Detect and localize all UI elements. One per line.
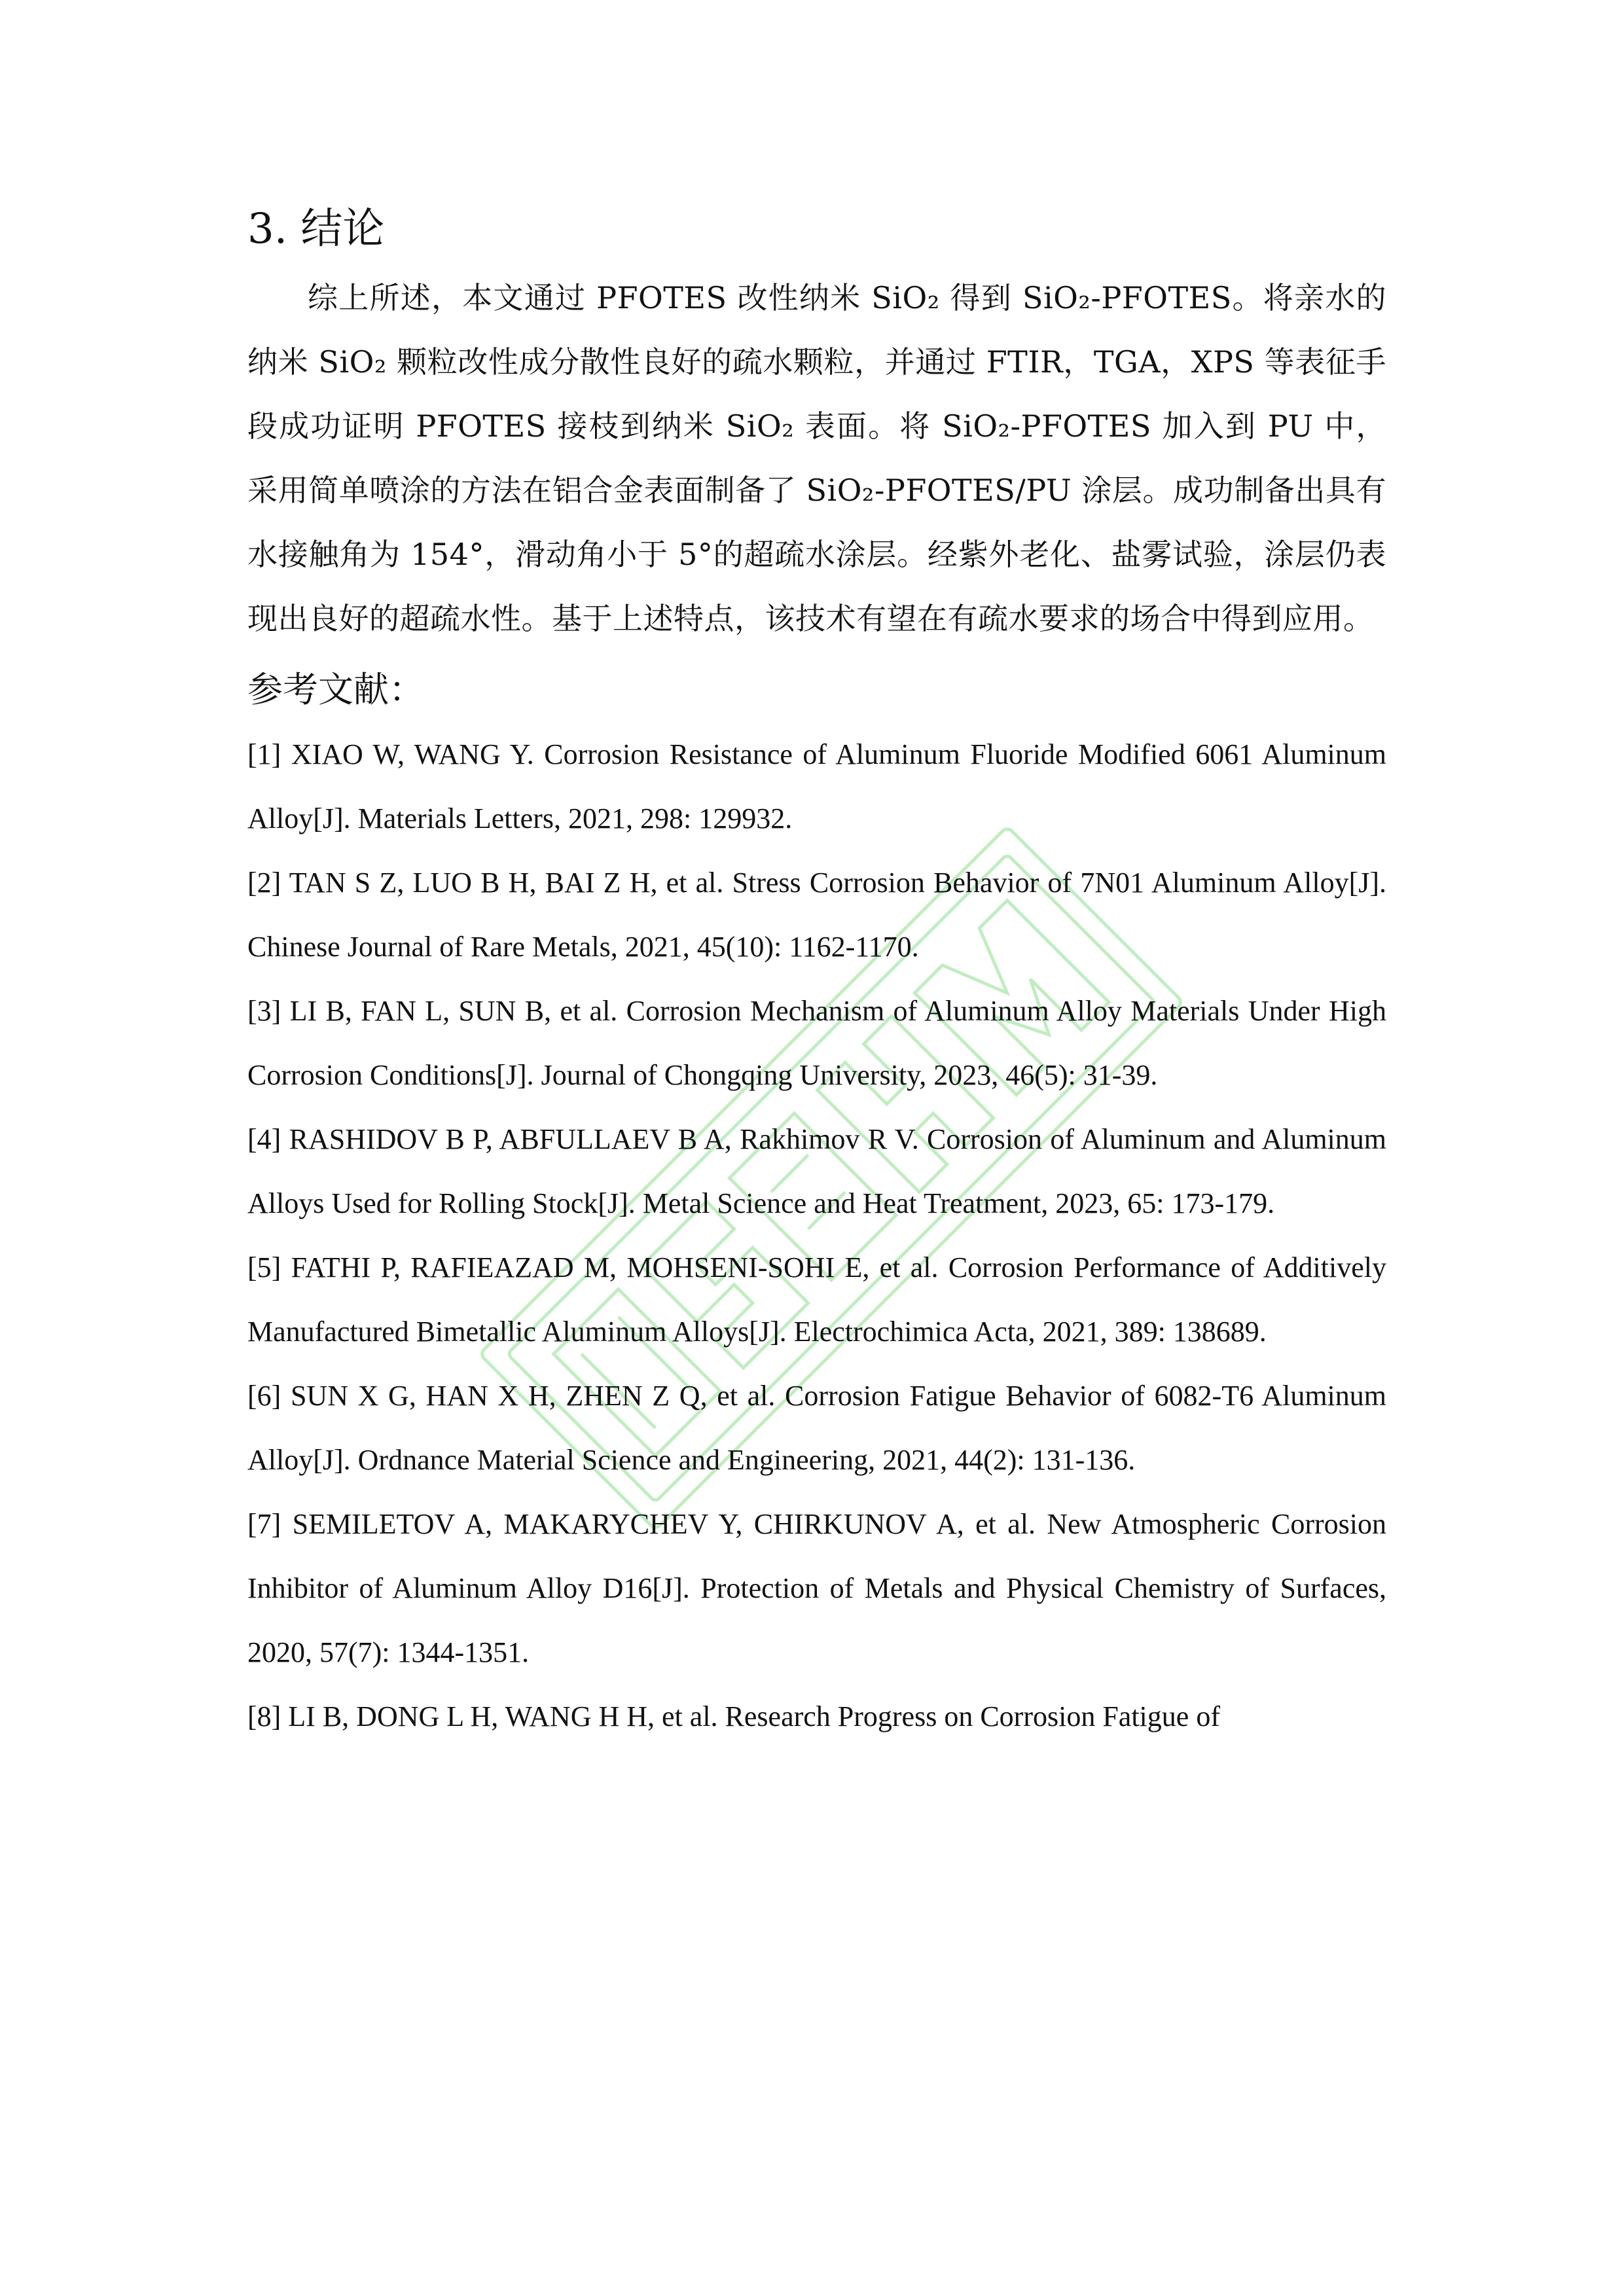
reference-list <box>247 723 1386 1749</box>
reference-item: [8] LI B, DONG L H, WANG H H, et al. Research Progress on Corrosion Fatigue of <box>247 1700 1220 1732</box>
conclusion-heading: 3. 结论 <box>247 205 385 253</box>
reference-item: [5] FATHI P, RAFIEAZAD M, MOHSENI-SOHI E, et al. Corrosion Performance of Additively Manufactured Bimetallic Aluminum Alloys[J]. Electrochimica Acta, 2021, 389: 138689. <box>247 1251 1386 1348</box>
reference-item: [2] TAN S Z, LUO B H, BAI Z H, et al. Stress Corrosion Behavior of 7N01 Aluminum Alloy[J]. Chinese Journal of Rare Metals, 2021, 45(10): 1162-1170. <box>247 867 1386 963</box>
reference-item: [4] RASHIDOV B P, ABFULLAEV B A, Rakhimov R V. Corrosion of Aluminum and Aluminum Alloys Used for Rolling Stock[J]. Metal Science and Heat Treatment, 2023, 65: 173-179. <box>247 1123 1386 1219</box>
references-heading: 参考文献： <box>247 669 424 710</box>
reference-item: [6] SUN X G, HAN X H, ZHEN Z Q, et al. Corrosion Fatigue Behavior of 6082-T6 Aluminum Alloy[J]. Ordnance Material Science and Engineering, 2021, 44(2): 131-136. <box>247 1380 1386 1476</box>
reference-item: [3] LI B, FAN L, SUN B, et al. Corrosion Mechanism of Aluminum Alloy Materials Under High Corrosion Conditions[J]. Journal of Chongqing University, 2023, 46(5): 31-39. <box>247 995 1386 1091</box>
reference-item: [7] SEMILETOV A, MAKARYCHEV Y, CHIRKUNOV A, et al. New Atmospheric Corrosion Inhibitor of Aluminum Alloy D16[J]. Protection of Metals and Physical Chemistry of Surfaces, 2020, 57(7): 1344-1351. <box>247 1508 1386 1668</box>
document-page <box>247 196 1386 1749</box>
conclusion-paragraph: 综上所述，本文通过 PFOTES 改性纳米 SiO₂ 得到 SiO₂-PFOTES。将亲水的纳米 SiO₂ 颗粒改性成分散性良好的疏水颗粒，并通过 FTIR，TGA，XPS 等表征手段成功证明 PFOTES 接枝到纳米 SiO₂ 表面。将 SiO₂-PFOTES 加入到 PU 中，采用简单喷涂的方法在铝合金表面制备了 SiO₂-PFOTES/PU 涂层。成功制备出具有水接触角为 154°，滑动角小于 5°的超疏水涂层。经紫外老化、盐雾试验，涂层仍表现出良好的超疏水性。基于上述特点，该技术有望在有疏水要求的场合中得到应用。 <box>247 280 1386 636</box>
reference-item: [1] XIAO W, WANG Y. Corrosion Resistance of Aluminum Fluoride Modified 6061 Aluminum Alloy[J]. Materials Letters, 2021, 298: 129932. <box>247 738 1386 834</box>
